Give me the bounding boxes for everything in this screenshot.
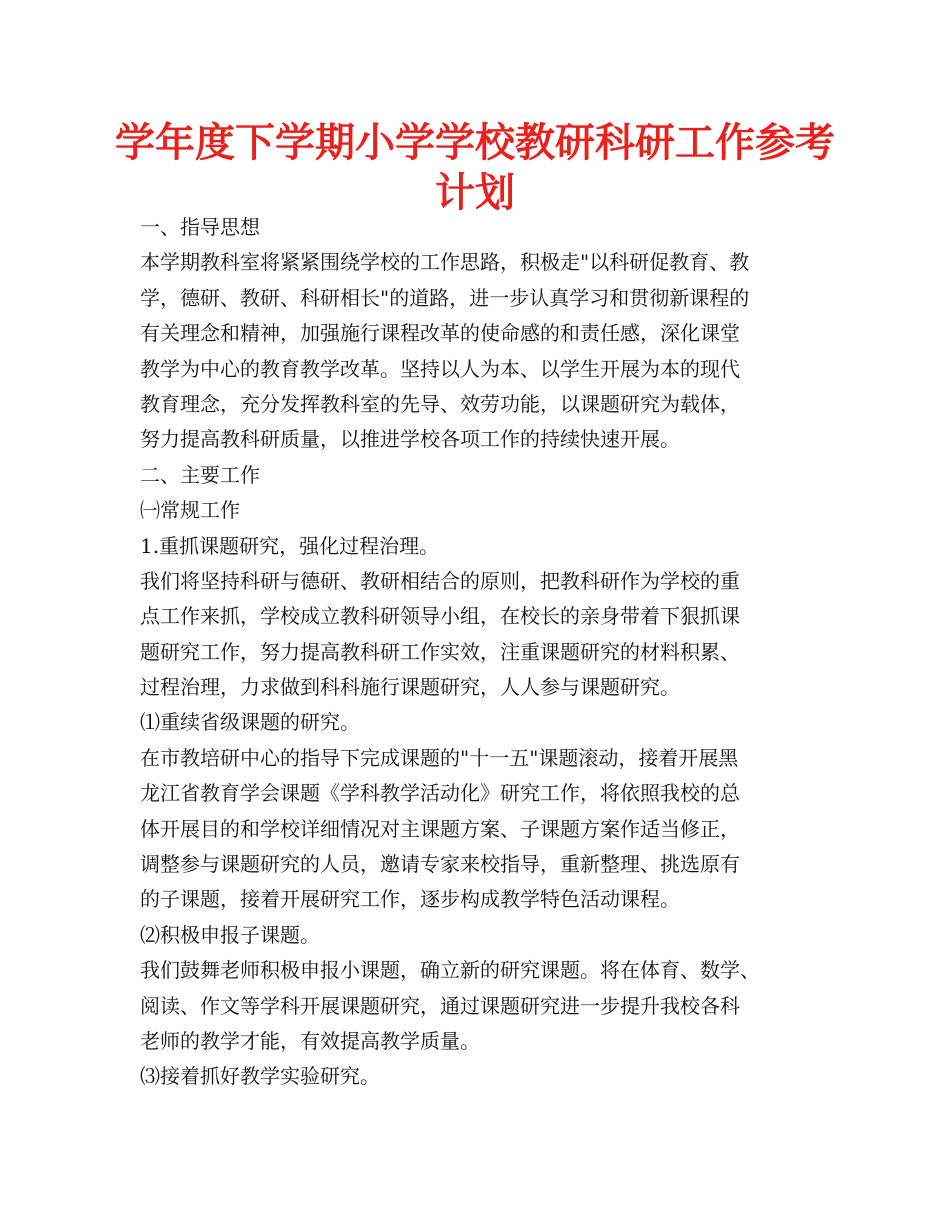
paragraph-line: 在市教培研中心的指导下完成课题的"十一五"课题滚动，接着开展黑 (140, 745, 739, 770)
paragraph-line: 学，德研、教研、科研相长"的道路，进一步认真学习和贯彻新课程的 (140, 285, 750, 310)
paragraph-line: 有关理念和精神，加强施行课程改革的使命感的和责任感，深化课堂 (140, 321, 740, 346)
paragraph-line: 题研究工作，努力提高教科研工作实效，注重课题研究的材料积累、 (140, 639, 740, 664)
paragraph-line: 体开展目的和学校详细情况对主课题方案、子课题方案作适当修正， (140, 816, 740, 841)
section-heading-main-work: 二、主要工作 (140, 462, 260, 487)
item-heading: ⑶接着抓好教学实验研究。 (140, 1064, 380, 1089)
paragraph-line: 阅读、作文等学科开展课题研究，通过课题研究进一步提升我校各科 (140, 993, 740, 1018)
title-line-2: 计划 (435, 170, 515, 216)
paragraph-line: 的子课题，接着开展研究工作，逐步构成教学特色活动课程。 (140, 887, 680, 912)
paragraph-line: 教育理念，充分发挥教科室的先导、效劳功能，以课题研究为载体， (140, 391, 740, 416)
item-heading: ⑴重续省级课题的研究。 (140, 710, 360, 735)
document-body (140, 210, 830, 1095)
item-heading: 1.重抓课题研究，强化过程治理。 (140, 533, 440, 558)
paragraph-line: 龙江省教育学会课题《学科教学活动化》研究工作，将依照我校的总 (140, 781, 740, 806)
paragraph-line: 本学期教科室将紧紧围绕学校的工作思路，积极走"以科研促教育、教 (140, 250, 750, 275)
paragraph-line: 老师的教学才能，有效提高教学质量。 (140, 1028, 480, 1053)
item-heading: ⑵积极申报子课题。 (140, 922, 320, 947)
paragraph-line: 教学为中心的教育教学改革。坚持以人为本、以学生开展为本的现代 (140, 356, 740, 381)
subsection-heading-routine-work: ㈠常规工作 (140, 498, 240, 523)
paragraph-line: 调整参与课题研究的人员，邀请专家来校指导，重新整理、挑选原有 (140, 852, 740, 877)
title-line-1: 学年度下学期小学学校教研科研工作参考 (115, 120, 835, 166)
paragraph-line: 过程治理，力求做到科科施行课题研究，人人参与课题研究。 (140, 675, 680, 700)
section-heading-guiding-thought: 一、指导思想 (140, 215, 260, 239)
document-title (100, 118, 850, 218)
paragraph-line: 努力提高教科研质量，以推进学校各项工作的持续快速开展。 (140, 427, 680, 452)
paragraph-line: 点工作来抓，学校成立教科研领导小组，在校长的亲身带着下狠抓课 (140, 604, 740, 629)
paragraph-line: 我们鼓舞老师积极申报小课题，确立新的研究课题。将在体育、数学、 (140, 958, 760, 983)
paragraph-line: 我们将坚持科研与德研、教研相结合的原则，把教科研作为学校的重 (140, 568, 740, 593)
